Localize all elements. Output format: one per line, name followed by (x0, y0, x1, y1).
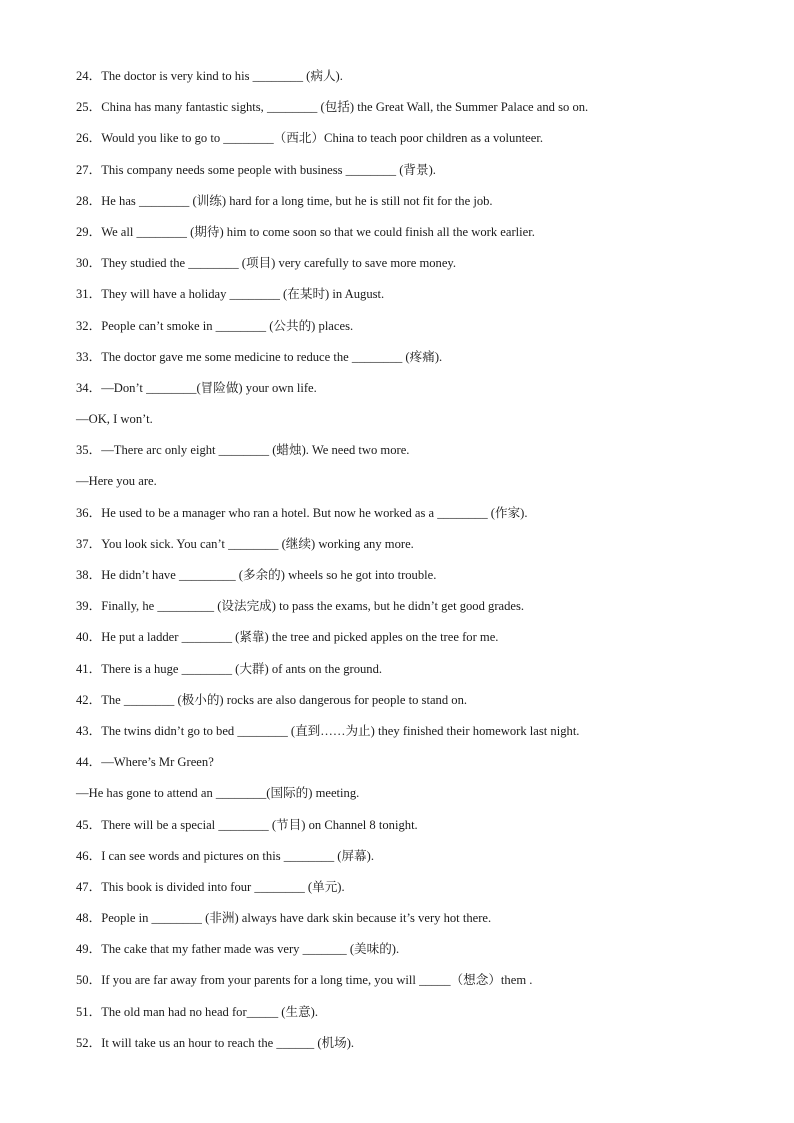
exercise-line: 34．—Don’t ________(冒险做) your own life. (76, 380, 317, 395)
exercise-line: 36．He used to be a manager who ran a hotel. But now he worked as a ________ (作家). (76, 505, 528, 520)
exercise-line: 52．It will take us an hour to reach the ______ (机场). (76, 1035, 355, 1050)
exercise-line: 38．He didn’t have _________ (多余的) wheels so he got into trouble. (76, 568, 437, 582)
exercise-line: 31．They will have a holiday ________ (在某时) in August. (76, 287, 385, 302)
exercise-line: 26．Would you like to go to ________（西北）China to teach poor children as a volunteer. (76, 131, 543, 146)
exercise-line: 25．China has many fantastic sights, ________ (包括) the Great Wall, the Summer Palace and so on. (76, 100, 589, 115)
exercise-line: 42．The ________ (极小的) rocks are also dangerous for people to stand on. (76, 692, 468, 707)
exercise-line: 43．The twins didn’t go to bed ________ (直到……为止) they finished their homework last night. (76, 723, 580, 738)
answer-line: —OK, I won’t. (76, 412, 153, 427)
exercise-line: 45．There will be a special ________ (节目) on Channel 8 tonight. (76, 817, 418, 832)
exercise-line: 27．This company needs some people with business ________ (背景). (76, 162, 436, 177)
exercise-line: 28．He has ________ (训练) hard for a long time, but he is still not fit for the job. (76, 193, 493, 208)
answer-line: —He has gone to attend an ________(国际的) meeting. (76, 786, 360, 801)
exercise-line: 30．They studied the ________ (项目) very carefully to save more money. (76, 256, 457, 271)
exercise-list (76, 66, 716, 1064)
exercise-line: 41．There is a huge ________ (大群) of ants on the ground. (76, 661, 383, 676)
exercise-line: 37．You look sick. You can’t ________ (继续) working any more. (76, 536, 414, 551)
exercise-line: 49．The cake that my father made was very _______ (美味的). (76, 942, 400, 957)
exercise-line: 46．I can see words and pictures on this ________ (屏幕). (76, 848, 374, 863)
exercise-line: 32．People can’t smoke in ________ (公共的) places. (76, 318, 354, 333)
exercise-line: 29．We all ________ (期待) him to come soon so that we could finish all the work earlier. (76, 224, 535, 239)
exercise-line: 47．This book is divided into four ________ (单元). (76, 879, 345, 894)
exercise-line: 40．He put a ladder ________ (紧靠) the tree and picked apples on the tree for me. (76, 630, 499, 645)
exercise-line: 44．—Where’s Mr Green? (76, 755, 214, 770)
exercise-line: 33．The doctor gave me some medicine to reduce the ________ (疼痛). (76, 349, 443, 364)
exercise-line: 48．People in ________ (非洲) always have dark skin because it’s very hot there. (76, 911, 492, 926)
exercise-line: 51．The old man had no head for_____ (生意). (76, 1004, 319, 1019)
exercise-line: 24．The doctor is very kind to his ________ (病人). (76, 69, 343, 83)
exercise-line: 35．—There arc only eight ________ (蜡烛). We need two more. (76, 443, 410, 458)
exercise-line: 39．Finally, he _________ (设法完成) to pass the exams, but he didn’t get good grades. (76, 599, 525, 614)
exercise-line: 50．If you are far away from your parents for a long time, you will _____（想念）them . (76, 973, 533, 988)
answer-line: —Here you are. (76, 474, 157, 489)
